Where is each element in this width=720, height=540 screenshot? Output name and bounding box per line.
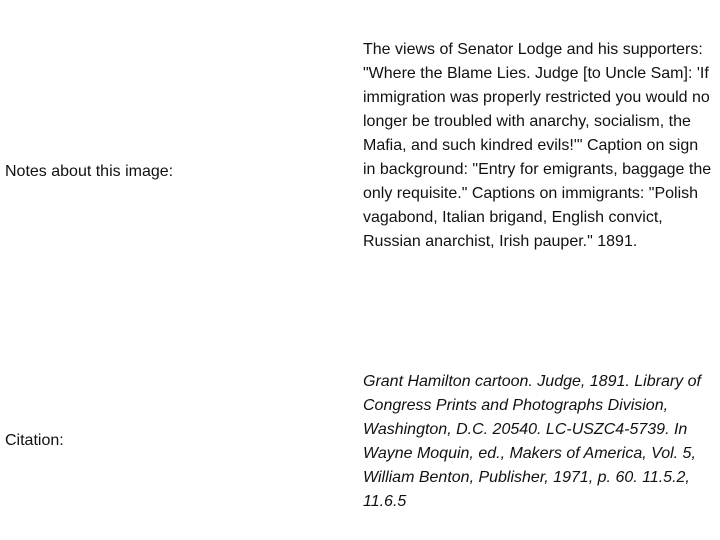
citation-text: Grant Hamilton cartoon. Judge, 1891. Library of Congress Prints and Photographs Division, Washington, D.C. 20540. LC-USZC4-5739. In Wayne Moquin, ed., Makers of America, Vol. 5, William Benton, Publisher, 1971, p. 60. 11.5.2, 11.6.5 — [363, 373, 701, 510]
citation-label: Citation: — [5, 432, 64, 449]
citation-row — [0, 370, 720, 520]
notes-text: The views of Senator Lodge and his supporters: "Where the Blame Lies. Judge [to Uncle Sam]: 'If immigration was properly restricted you would no longer be troubled with anarchy, socialism, the Mafia, and such kindred evils!'" Caption on sign in background: "Entry for emigrants, baggage the only requisite." Captions on immigrants: "Polish vagabond, Italian brigand, English convict, Russian anarchist, Irish pauper." 1891. — [363, 41, 712, 250]
notes-label: Notes about this image: — [5, 163, 174, 180]
notes-row — [0, 38, 720, 308]
